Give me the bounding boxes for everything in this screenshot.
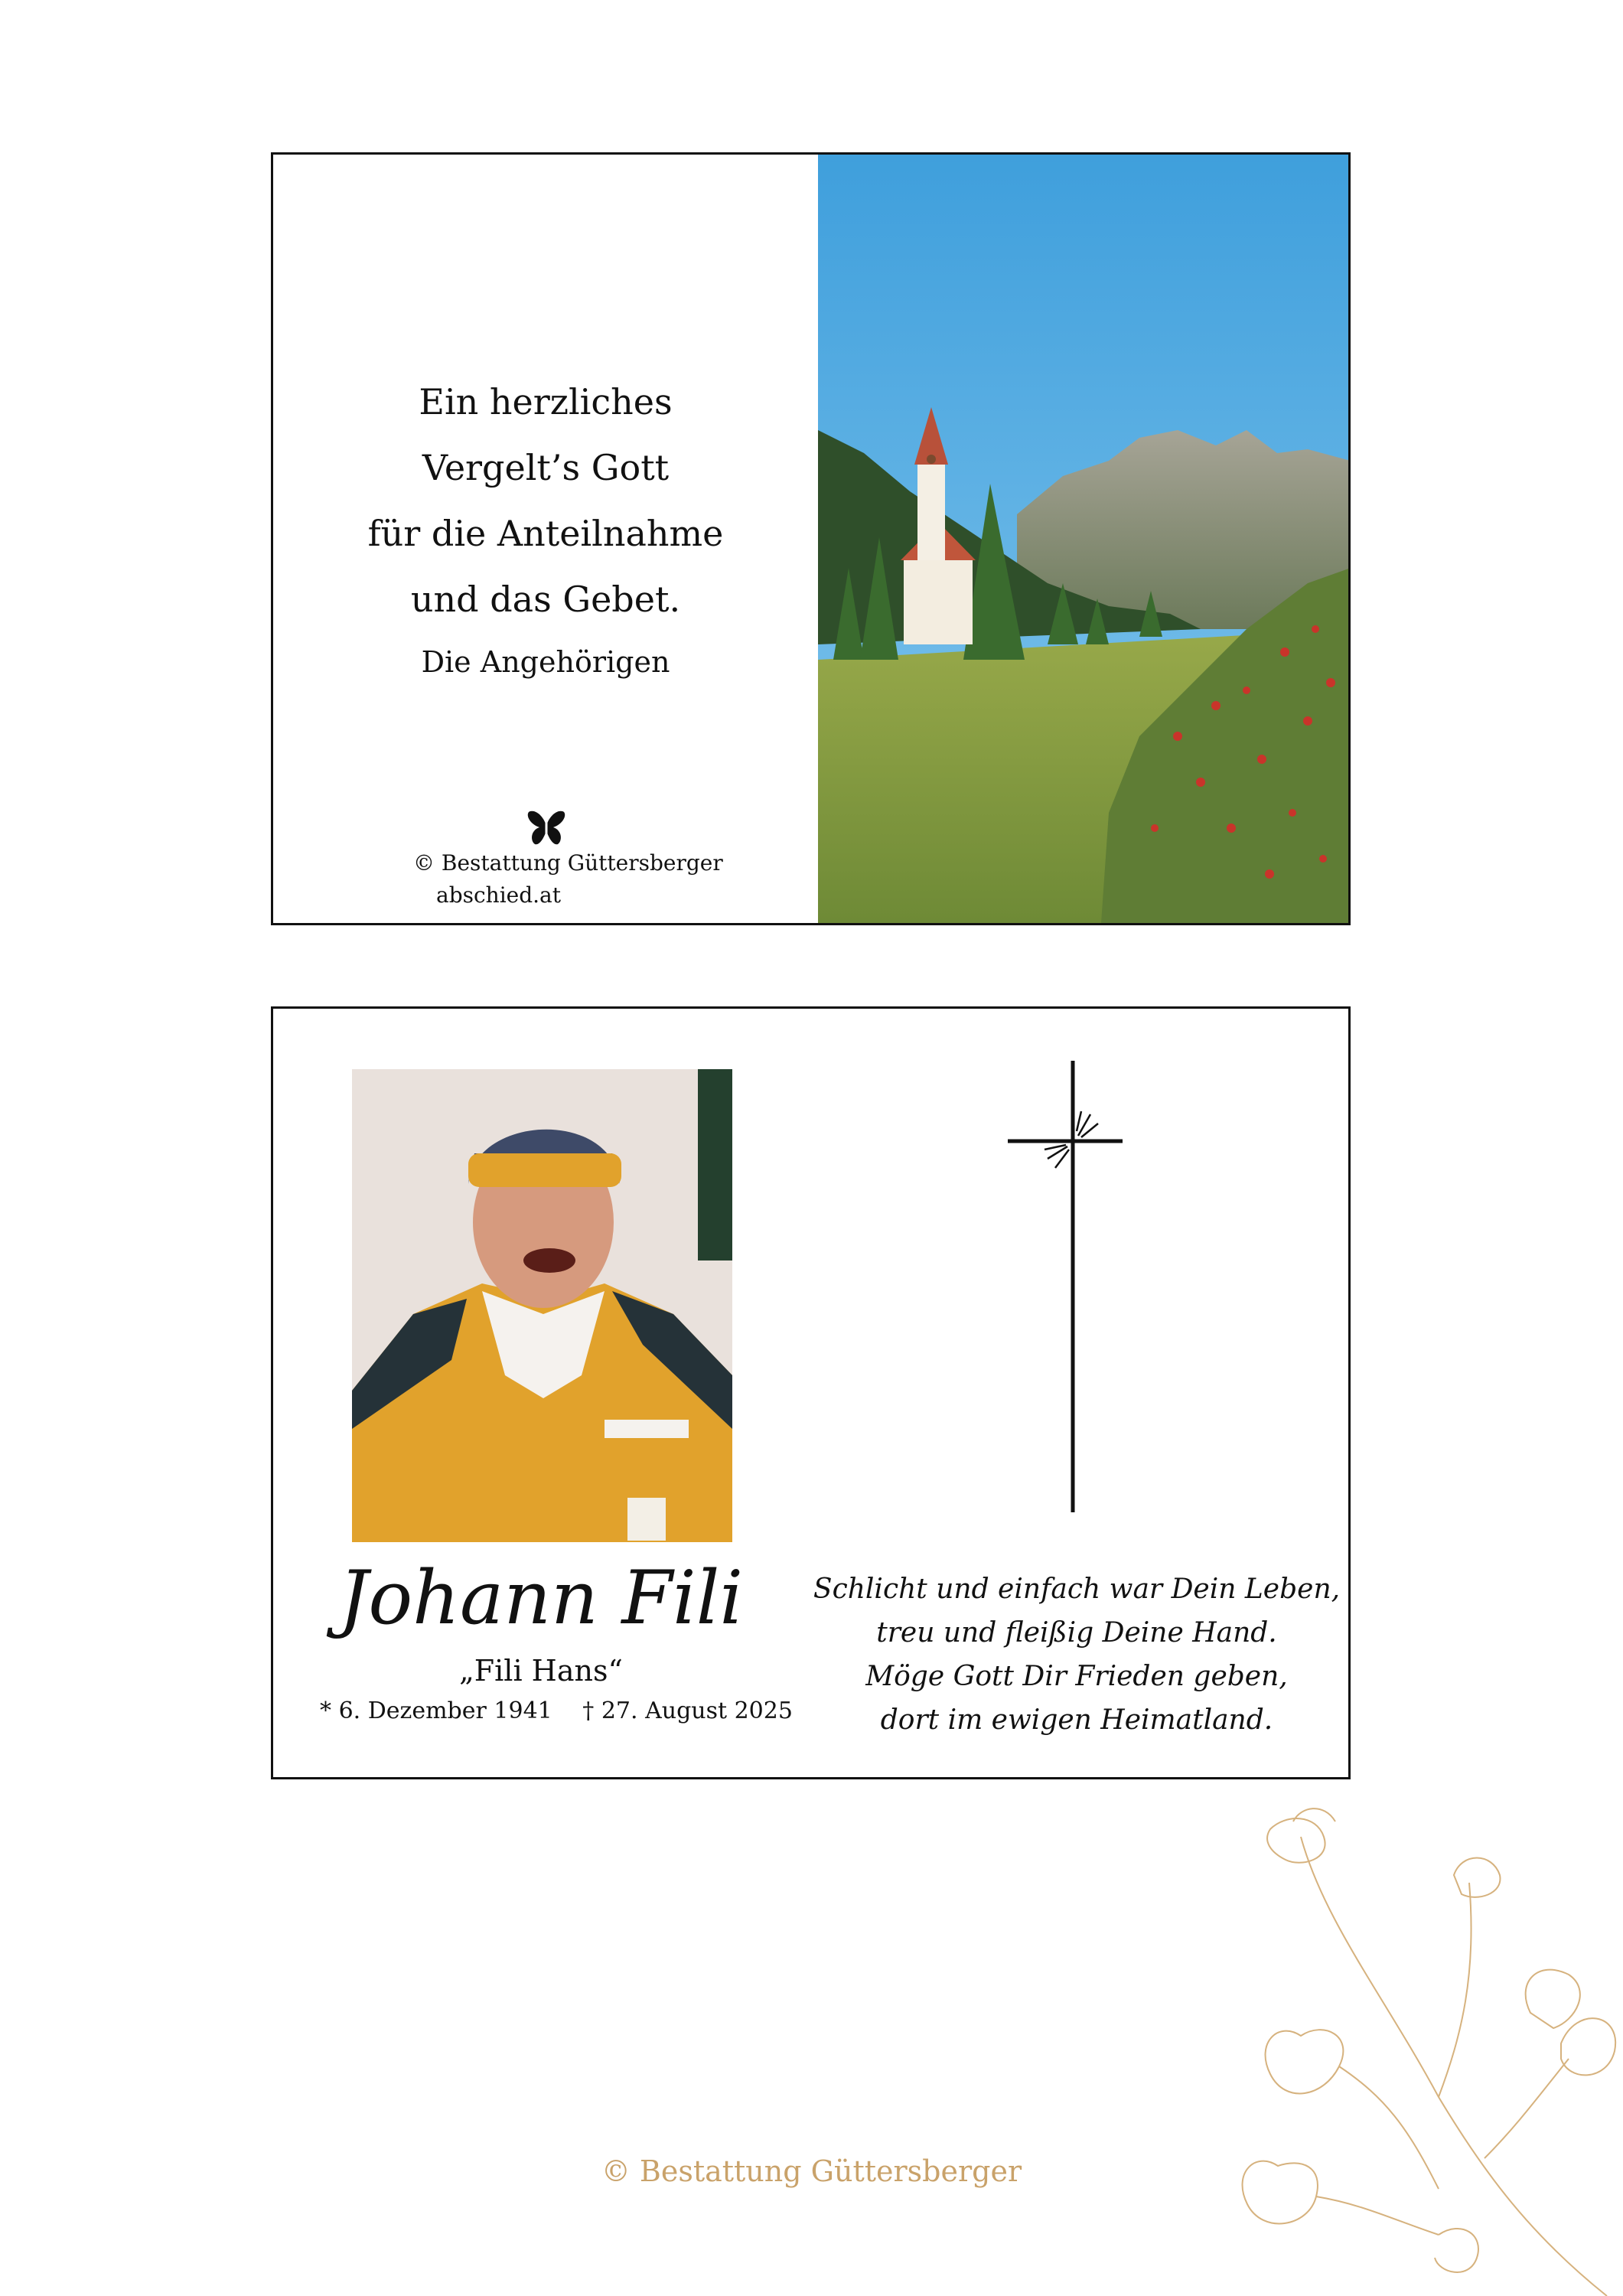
alpine-church-landscape-photo [818,155,1351,923]
poem-line-3: Möge Gott Dir Frieden geben, [865,1661,1288,1692]
funeral-home-credit [413,847,723,912]
poem-line-4: dort im ewigen Heimatland. [880,1704,1273,1736]
credit-website: abschied.at [436,882,561,908]
poem-line-1: Schlicht und einfach war Dein Leben, [813,1574,1341,1605]
life-dates [296,1698,816,1724]
floral-decoration [1209,1806,1623,2296]
poem-line-2: treu und fleißig Deine Hand. [876,1617,1277,1649]
thanks-line-4: und das Gebet. [410,579,681,620]
deceased-name: Johann Fili [338,1555,744,1641]
memorial-card [271,1006,1351,1779]
footer-credit: © Bestattung Güttersberger [601,2154,1022,2188]
thanks-text-block [273,369,818,689]
thanks-line-2: Vergelt’s Gott [422,447,670,488]
thank-you-card [271,152,1351,925]
birth-date: * 6. Dezember 1941 [320,1698,552,1724]
death-date: † 27. August 2025 [582,1698,793,1724]
deceased-nickname: „Fili Hans“ [459,1654,623,1688]
thanks-line-1: Ein herzliches [419,381,673,422]
credit-company: © Bestattung Güttersberger [413,850,723,876]
thanks-line-3: für die Anteilnahme [367,513,724,554]
butterfly-icon [526,809,567,846]
memorial-poem [809,1567,1344,1742]
portrait-photo [352,1069,732,1542]
signature: Die Angehörigen [421,645,670,679]
cross-icon [1008,1061,1138,1512]
